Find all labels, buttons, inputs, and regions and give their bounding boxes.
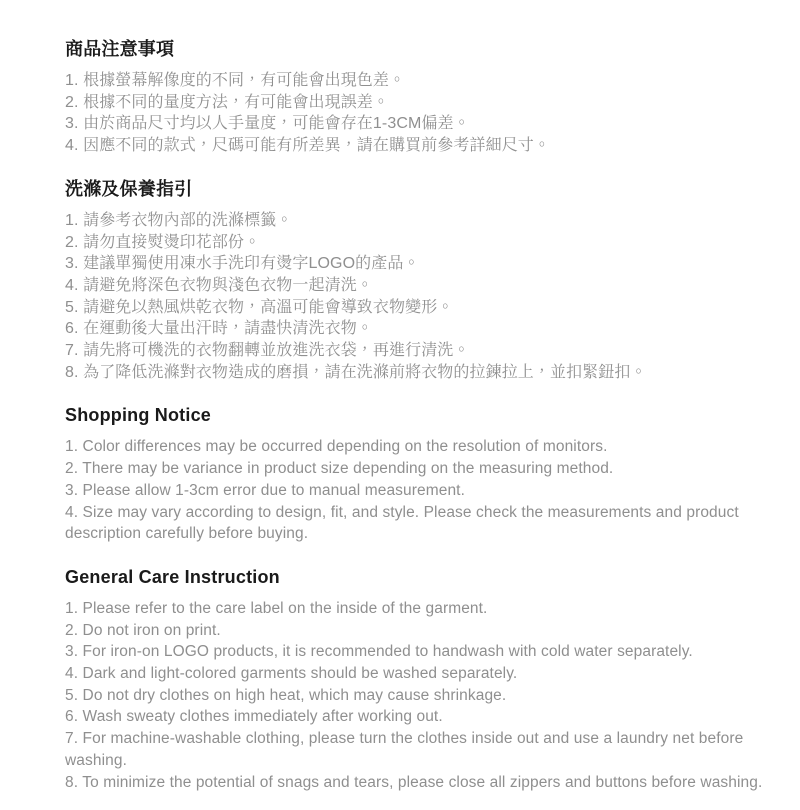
list-item: 4. Dark and light-colored garments should be washed separately.	[65, 665, 518, 683]
list-item: 3. For iron-on LOGO products, it is recommended to handwash with cold water separately.	[65, 643, 693, 661]
list-item: 3. 由於商品尺寸均以人手量度，可能會存在1-3CM偏差。	[65, 115, 470, 133]
list-item: 5. 請避免以熱風烘乾衣物，高溫可能會導致衣物變形。	[65, 298, 454, 316]
section-general-care-instruction-en	[65, 565, 765, 793]
section-title-product-notice-zh: 商品注意事項	[65, 39, 175, 59]
list-item: 4. 因應不同的款式，尺碼可能有所差異，請在購買前參考詳細尺寸。	[65, 137, 550, 155]
section-product-notice-zh	[65, 37, 765, 157]
list-item: 5. Do not dry clothes on high heat, which may cause shrinkage.	[65, 686, 507, 704]
list-item: 1. Please refer to the care label on the inside of the garment.	[65, 599, 488, 617]
list-item: 4. 請避免將深色衣物與淺色衣物一起清洗。	[65, 276, 373, 294]
section-items-shopping-notice-en	[65, 436, 765, 545]
list-item: 7. 請先將可機洗的衣物翻轉並放進洗衣袋，再進行清洗。	[65, 342, 470, 360]
list-item: 3. 建議單獨使用凍水手洗印有燙字LOGO的產品。	[65, 255, 420, 273]
list-item: 1. Color differences may be occurred depending on the resolution of monitors.	[65, 438, 608, 456]
section-care-guide-zh	[65, 177, 765, 384]
list-item: 2. 根據不同的量度方法，有可能會出現誤差。	[65, 93, 389, 111]
list-item: 7. For machine-washable clothing, please turn the clothes inside out and use a laundry net before washing.	[65, 730, 744, 769]
section-title-general-care-instruction-en: General Care Instruction	[65, 566, 280, 587]
section-title-care-guide-zh: 洗滌及保養指引	[65, 178, 193, 199]
section-title-shopping-notice-en: Shopping Notice	[65, 405, 211, 426]
section-items-general-care-instruction-en	[65, 598, 765, 793]
list-item: 4. Size may vary according to design, fit, and style. Please check the measurements and product description carefully before buying.	[65, 503, 739, 543]
list-item: 1. 請參考衣物內部的洗滌標籤。	[65, 211, 293, 229]
list-item: 6. 在運動後大量出汗時，請盡快清洗衣物。	[65, 320, 373, 338]
list-item: 1. 根據螢幕解像度的不同，有可能會出現色差。	[65, 72, 406, 89]
list-item: 2. There may be variance in product size depending on the measuring method.	[65, 460, 614, 478]
section-items-care-guide-zh	[65, 210, 765, 384]
section-shopping-notice-en	[65, 403, 765, 545]
list-item: 8. To minimize the potential of snags and tears, please close all zippers and buttons before washing.	[65, 773, 763, 791]
list-item: 3. Please allow 1-3cm error due to manual measurement.	[65, 481, 465, 499]
list-item: 2. 請勿直接熨燙印花部份。	[65, 233, 261, 251]
list-item: 6. Wash sweaty clothes immediately after working out.	[65, 708, 443, 726]
section-items-product-notice-zh	[65, 70, 765, 157]
list-item: 2. Do not iron on print.	[65, 621, 221, 639]
list-item: 8. 為了降低洗滌對衣物造成的磨損，請在洗滌前將衣物的拉鍊拉上，並扣緊鈕扣。	[65, 363, 647, 381]
